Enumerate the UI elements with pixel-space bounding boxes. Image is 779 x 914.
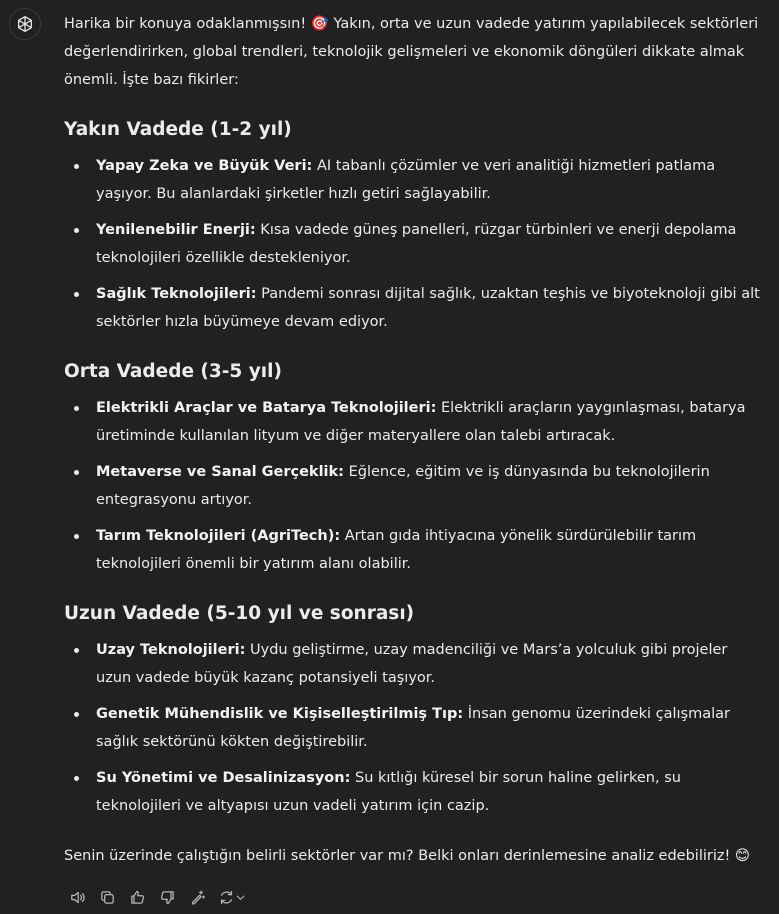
read-aloud-button[interactable] xyxy=(66,886,88,908)
message-action-bar xyxy=(66,886,248,908)
section-list-long-term xyxy=(64,636,764,820)
section-heading-long-term: Uzun Vadede (5-10 yıl ve sonrası) xyxy=(64,603,415,624)
message-outro: Senin üzerinde çalıştığın belirli sektörler var mı? Belki onları derinlemesine analiz edebiliriz! 😊 xyxy=(64,848,751,864)
bad-response-button[interactable] xyxy=(156,886,178,908)
copy-button[interactable] xyxy=(96,886,118,908)
list-item: Sağlık Teknolojileri: Pandemi sonrası dijital sağlık, uzaktan teşhis ve biyoteknoloji gibi alt sektörler hızla büyümeye devam ediyor. xyxy=(64,280,764,336)
message-intro: Harika bir konuya odaklanmışsın! 🎯 Yakın, orta ve uzun vadede yatırım yapılabilecek sektörleri değerlendirirken, global trendleri, teknolojik gelişmeleri ve ekonomik döngüleri dikkate almak önemli. İşte bazı fikirler: xyxy=(64,16,759,88)
regenerate-icon xyxy=(218,889,235,906)
edit-sparkle-icon xyxy=(189,889,206,906)
regenerate-button[interactable] xyxy=(216,886,248,908)
section-heading-short-term: Yakın Vadede (1-2 yıl) xyxy=(64,119,292,140)
section-heading-mid-term: Orta Vadede (3-5 yıl) xyxy=(64,361,282,382)
list-item: Metaverse ve Sanal Gerçeklik: Eğlence, eğitim ve iş dünyasında bu teknolojilerin entegrasyonu artıyor. xyxy=(64,458,764,514)
list-item: Yapay Zeka ve Büyük Veri: AI tabanlı çözümler ve veri analitiği hizmetleri patlama yaşıyor. Bu alanlardaki şirketler hızlı getiri sağlayabilir. xyxy=(64,152,764,208)
list-item: Tarım Teknolojileri (AgriTech): Artan gıda ihtiyacına yönelik sürdürülebilir tarım teknolojileri önemli bir yatırım alanı olabilir. xyxy=(64,522,764,578)
section-list-short-term xyxy=(64,152,764,336)
openai-logo-icon xyxy=(15,14,35,34)
list-item: Su Yönetimi ve Desalinizasyon: Su kıtlığı küresel bir sorun haline gelirken, su teknolojileri ve altyapısı uzun vadeli yatırım için cazip. xyxy=(64,764,764,820)
assistant-avatar xyxy=(9,8,41,40)
list-item: Uzay Teknolojileri: Uydu geliştirme, uzay madenciliği ve Mars’a yolculuk gibi projeler uzun vadede büyük kazanç potansiyeli taşıyor. xyxy=(64,636,764,692)
thumbs-up-icon xyxy=(129,889,146,906)
list-item: Yenilenebilir Enerji: Kısa vadede güneş panelleri, rüzgar türbinleri ve enerji depolama teknolojileri özellikle destekleniyor. xyxy=(64,216,764,272)
good-response-button[interactable] xyxy=(126,886,148,908)
speaker-icon xyxy=(69,889,86,906)
section-list-mid-term xyxy=(64,394,764,578)
list-item: Elektrikli Araçlar ve Batarya Teknolojileri: Elektrikli araçların yaygınlaşması, batarya üretiminde kullanılan lityum ve diğer materyallere olan talebi artıracak. xyxy=(64,394,764,450)
edit-canvas-button[interactable] xyxy=(186,886,208,908)
list-item: Genetik Mühendislik ve Kişiselleştirilmiş Tıp: İnsan genomu üzerindeki çalışmalar sağlık sektörünü kökten değiştirebilir. xyxy=(64,700,764,756)
chevron-down-icon xyxy=(235,892,246,903)
assistant-message xyxy=(64,10,764,870)
thumbs-down-icon xyxy=(159,889,176,906)
copy-icon xyxy=(99,889,116,906)
